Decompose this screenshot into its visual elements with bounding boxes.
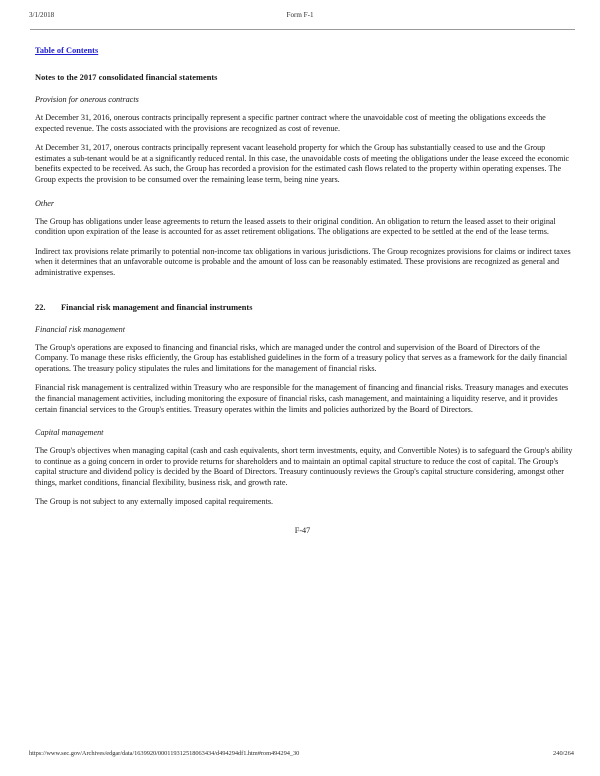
- paragraph: The Group has obligations under lease agreements to return the leased assets to their original condition. An obligation to return the leased asset to their original condition upon expiration of the lease is accounted for as asset retirement obligations. The obligations are expected to be settled at the end of the lease terms.: [35, 216, 556, 237]
- subheading-capital-management: Capital management: [35, 428, 104, 438]
- note-22-heading: [35, 303, 575, 312]
- paragraph: At December 31, 2017, onerous contracts principally represent vacant leasehold property for which the Group has substantially ceased to use and the Group estimates a sub-tenant would be at a significantly reduced rental. In this case, the unavoidable costs of meeting the obligations under the lease exceed the economic benefits expected to be received. As such, the Group has recorded a provision for the estimated cash flows related to the property within operating expenses. The Group expects the provision to be consumed over the remaining lease term, being nine years.: [35, 143, 570, 184]
- note-22-title: Financial risk management and financial instruments: [61, 302, 253, 312]
- paragraph: The Group is not subject to any externally imposed capital requirements.: [35, 497, 274, 507]
- subheading-provision-for-onerous-contracts: Provision for onerous contracts: [35, 95, 139, 104]
- paragraph: At December 31, 2016, onerous contracts principally represent a specific partner contract where the unavoidable cost of meeting the obligations exceeds the expected revenue. The costs associated with the provisions are recognized as cost of revenue.: [35, 113, 546, 133]
- document-content: [30, 40, 575, 535]
- page-marker: F-47: [294, 526, 311, 536]
- paragraph: Indirect tax provisions relate primarily to potential non-income tax obligations in various jurisdictions. The Group recognizes provisions for claims or indirect taxes when it determines that an unfavorable outcome is probable and the amount of loss can be reasonably estimated. These provisions are recognized as general and administrative expenses.: [35, 246, 571, 277]
- page-counter: 240/264: [553, 750, 574, 757]
- paragraph: The Group's objectives when managing capital (cash and cash equivalents, short term investments, equity, and Convertible Notes) is to safeguard the Group's ability to continue as a going concern in order to provide returns for shareholders and to maintain an optimal capital structure to reduce the cost of capital. The Group's capital structure and dividend policy is decided by the Board of Directors. Treasury continuously reviews the Group's capital structure considering, amongst other things, market conditions, financial flexibility, business risk, and growth rate.: [35, 446, 573, 487]
- paragraph: The Group's operations are exposed to financing and financial risks, which are managed under the control and supervision of the Board of Directors of the Company. To manage these risks efficiently, the Group has established guidelines in the form of a treasury policy that serves as a framework for the daily financial operations. The treasury policy stipulates the rules and limitations for the management of financial risks.: [35, 342, 568, 373]
- header-divider: [30, 29, 575, 30]
- page-title: Notes to the 2017 consolidated financial statements: [35, 73, 218, 82]
- print-header: [0, 11, 600, 23]
- note-22-number: 22.: [35, 302, 46, 312]
- print-footer: [0, 750, 600, 762]
- table-of-contents-link[interactable]: Table of Contents: [35, 46, 99, 55]
- print-header-date: 3/1/2018: [29, 11, 55, 19]
- subheading-other: Other: [35, 198, 55, 208]
- source-url: https://www.sec.gov/Archives/edgar/data/1639920/000119312518063434/d494294df1.htm#rom494294_30: [29, 750, 300, 757]
- subheading-financial-risk-management: Financial risk management: [35, 324, 126, 334]
- paragraph: Financial risk management is centralized within Treasury who are responsible for the management of financing and financial risks. Treasury manages and executes the financial management activities, including monitoring the exposure of financial risks, cash management, and maintaining a liquidity reserve, and it provides certain financial services to the Group's entities. Treasury operates within the limits and policies authorized by the Board of Directors.: [35, 383, 569, 414]
- print-header-title: Form F-1: [286, 11, 314, 19]
